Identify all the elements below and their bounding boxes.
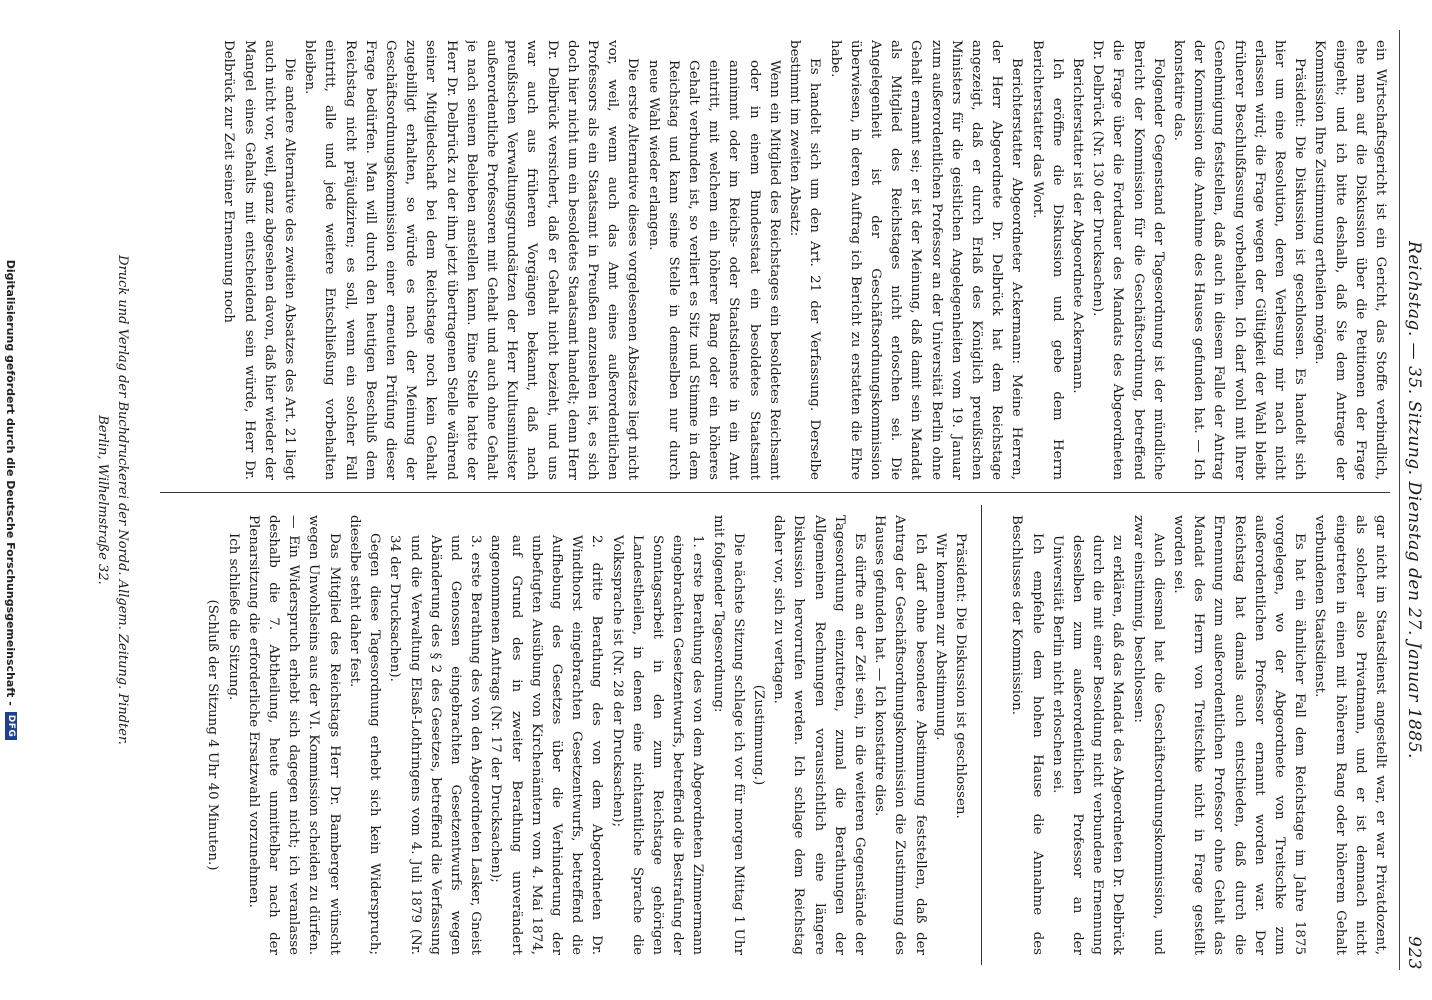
left-column: [160, 40, 1390, 480]
paragraph: Berichterstatter ist der Abgeordnete Ackermann.: [1069, 58, 1085, 394]
imprint-line: Druck und Verlag der Buchdruckerei der Nordd. Allgem. Zeitung. Pindter.: [115, 255, 130, 745]
digitization-footer: [0, 0, 22, 1000]
paragraph: Wir kommen zur Abstimmung.: [932, 533, 948, 741]
paragraph: Ich empfehle dem hohen Hause die Annahme des Beschlusses der Kommission.: [1009, 515, 1045, 955]
page-number: 923: [1404, 936, 1424, 970]
paragraph: Das Mitglied des Reichstags Herr Dr. Bamberger wünscht wegen Unwohlseins aus der VI. Kommission scheiden zu dürfen. — Ein Widerspruch erhebt sich dagegen nicht; ich veranlasse deshalb die 7. Abtheilung, heute unmittelbar nach der Plenarsitzung die erforderliche Ersatzwahl vorzunehmen.: [245, 515, 342, 955]
paragraph: Berichterstatter Abgeordneter Ackermann: Meine Herren, der Herr Abgeordnete Dr. Delbrück hat dem Reichstage angezeigt, daß er durch Erlaß des Königlich preußischen Ministers für die geistlichen Angelegenheiten vom 19. Januar zum außerordentlichen Professor an der Universität Berlin ohne Gehalt ernannt sei; er ist der Meinung, daß damit sein Mandat als Mitglied des Reichstages nicht erloschen sei. Die Angelegenheit ist der Geschäftsordnungskommission überwiesen, in deren Auftrag ich Bericht zu erstatten die Ehre habe.: [827, 40, 1025, 480]
resolution-text: zu erklären, daß das Mandat des Abgeordneten Dr. Delbrück durch die mit einer Besoldung nicht verbundene Ernennung desselben zum außerordentlichen Professor an der Universität Berlin nicht erloschen sei.: [1049, 535, 1126, 955]
paragraph: Es hat ein ähnlicher Fall dem Reichstage im Jahre 1875 vorgelegen, wo der Abgeordnete von Treitschke zum außerordentlichen Professor ernannt worden war. Der Reichstag hat damals auch entschieden, daß durch die Ernennung zum außerordentlichen Professor ohne Gehalt das Mandat des Herrn von Treitschke nicht in Frage gestellt worden sei.: [1170, 515, 1308, 955]
section-divider: [981, 505, 982, 965]
paragraph: Präsident: Die Diskussion ist geschlossen. Es handelt sich hier um eine Resolution, deren Verlesung mir nach nicht erlassen wird; die Frage wegen der Gültigkeit der Wahl bleibt früherer Beschlußfassung vorbehalten. Ich darf wohl mit Ihrer Genehmigung feststellen, daß auch in diesem Falle der Antrag der Kommission die Annahme des Hauses gefunden hat. — Ich konstatire das.: [1170, 40, 1308, 480]
interjection: (Zustimmung.): [750, 684, 766, 786]
page-header: [1399, 30, 1424, 970]
session-close-note: (Schluß der Sitzung 4 Uhr 40 Minuten.): [205, 599, 221, 871]
paragraph: gar nicht im Staatsdienst angestellt war, er war Privatdozent, als solcher also Privatmann, und er ist demnach nicht eingetreten in einen mit höherem Rang oder höherem Gehalt verbundenen Staatsdienst.: [1312, 515, 1388, 955]
paragraph: Gegen diese Tagesordnung erhebt sich kein Widerspruch; dieselbe steht daher fest.: [346, 515, 383, 955]
paragraph: Präsident: Die Diskussion ist geschlossen.: [953, 533, 968, 819]
quoted-article: Wenn ein Mitglied des Reichstages ein besoldetes Reichsamt oder in einem Bundesstaat ein besoldetes Staatsamt annimmt oder im Reichs- oder Staatsdienste in ein Amt eintritt, mit welchem ein höherer Rang oder ein höheres Gehalt verbunden ist, so verliert es Sitz und Stimme in dem Reichstag und kann seine Stelle in demselben nur durch neue Wahl wieder erlangen.: [645, 60, 782, 480]
paragraph: Die andere Alternative des zweiten Absatzes des Art. 21 liegt auch nicht vor, weil, ganz abgesehen davon, daß hier wieder der Mangel eines Gehalts mit entscheidend sein würde, Herr Dr. Delbrück zur Zeit seiner Ernennung noch: [221, 40, 298, 480]
dfg-logo-icon: DFG: [5, 712, 17, 741]
paragraph: Auch diesmal hat die Geschäftsordnungskommission, und zwar einstimmig, beschlossen:: [1130, 515, 1166, 955]
printer-imprint: [92, 40, 132, 960]
right-column-lower: [160, 515, 970, 955]
paragraph: Ich eröffne die Diskussion und gebe dem Herrn Berichterstatter das Wort.: [1029, 40, 1065, 480]
paragraph: Die erste Alternative dieses vorgelesenen Absatzes liegt nicht vor, weil, wenn auch das Amt eines außerordentlichen Professors als ein Staatsamt in Preußen anzusehen ist, es sich doch hier nicht um ein besoldetes Staatsamt handelt; denn Herr Dr. Delbrück versichert, daß er Gehalt nicht bezieht, und uns war auch aus früheren Vorgängen bekannt, daß nach preußischen Verwaltungsgrundsätzen der Herr Kultusminister außerordentliche Professoren mit Gehalt und auch ohne Gehalt je nach seinem Belieben anstellen kann. Eine Stelle hatte der Herr Dr. Delbrück zu der ihm jetzt übertragenen Stelle während seiner Mitgliedschaft bei dem Reichstage noch kein Gehalt zugebilligt erhalten, so würde es nach der Meinung der Geschäftsordnungskommission einer erneuten Prüfung dieser Frage bedürfen. Man will durch den heutigen Beschluß dem Reichstag nicht präjudiziren; es soll, wenn ein solcher Fall eintritt, alle und jede weitere Entschließung vorbehalten bleiben.: [302, 40, 641, 480]
agenda-item: 1. erste Berathung des von dem Abgeordneten Zimmermann eingebrachten Gesetzentwurfs, betreffend die Bestrafung der Sonntagsarbeit in den zum Reichstage gehörigen Landestheilen, in denen eine nichtamtliche Sprache die Volkssprache ist (Nr. 28 der Drucksachen);: [609, 535, 706, 955]
paragraph: Ich schließe die Sitzung.: [225, 533, 241, 701]
paragraph: Die nächste Sitzung schlage ich vor für morgen Mittag 1 Uhr mit folgender Tagesordnung:: [710, 515, 746, 955]
imprint-line: Berlin, Wilhelmstraße 32.: [95, 415, 110, 585]
paragraph: Es dürfte an der Zeit sein, in die weiteren Gegenstände der Tagesordnung einzutreten, zumal die Berathungen der Allgemeinen Rechnungen voraussichtlich eine längere Diskussion hervorrufen werden. Ich schlage dem Reichstag daher vor, sich zu vertagen.: [771, 515, 867, 955]
paragraph: Ich darf ohne besondere Abstimmung feststellen, daß der Antrag der Geschäftsordnungskommission die Zustimmung des Hauses gefunden hat. — Ich konstatire dies.: [872, 515, 928, 955]
paragraph: Folgender Gegenstand der Tagesordnung ist der mündliche Bericht der Kommission für die Geschäftsordnung, betreffend die Frage über die Fortdauer des Mandats des Abgeordneten Dr. Delbrück (Nr. 130 der Drucksachen).: [1090, 40, 1166, 480]
column-divider: [160, 492, 1390, 493]
digitization-note: Digitalisierung gefördert durch die Deutsche Forschungsgemeinschaft -: [4, 259, 18, 706]
paragraph: Es handelt sich um den Art. 21 der Verfassung. Derselbe bestimmt im zweiten Absatz:: [787, 40, 823, 480]
agenda-item: 2. dritte Berathung des von dem Abgeordneten Dr. Windthorst eingebrachten Gesetzentwurfs, betreffend die Aufhebung des Gesetzes über die Verhinderung der unbefugten Ausübung von Kirchenämtern vom 4. Mai 1874, auf Grund des in zweiter Berathung unverändert angenommenen Antrags (Nr. 17 der Drucksachen);: [488, 535, 605, 955]
header-title: Reichstag. — 35. Sitzung. Dienstag den 27. Januar 1885.: [1404, 241, 1424, 759]
paragraph: ein Wirtschaftsgericht ist ein Gericht, das Stoffe verbindlich, ehe man auf die Diskussion über die Petitionen der Frage eingeht; und ich bitte deshalb, daß Sie dem Antrage der Kommission Ihre Zustimmung ertheilen mögen.: [1312, 40, 1388, 480]
agenda-item: 3. erste Berathung des von den Abgeordneten Lasker, Gneist und Genossen eingebrachten Gesetzentwurfs wegen Abänderung des § 2 des Gesetzes, betreffend die Verfassung und die Verwaltung Elsaß-Lothringens vom 4. Juli 1879 (Nr. 34 der Drucksachen).: [387, 535, 484, 955]
right-column-upper: [990, 515, 1390, 955]
